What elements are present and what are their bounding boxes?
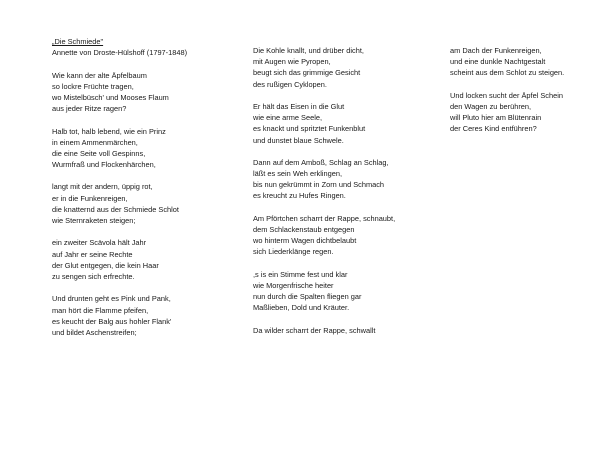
column-body: [253, 45, 433, 336]
verse-line: er in die Funkenreigen,: [52, 193, 128, 203]
verse-line: Halb tot, halb lebend, wie ein Prinz: [52, 126, 166, 136]
verse-line: Und drunten geht es Pink und Pank,: [52, 294, 171, 304]
verse-line: wo hinterm Wagen dichtbelaubt: [253, 236, 357, 246]
poem-column-3: [450, 45, 590, 146]
poem-author: Annette von Droste-Hülshoff (1797-1848): [52, 48, 188, 58]
verse-line: läßt es sein Weh erklingen,: [253, 169, 343, 179]
verse-line: es kreucht zu Hufes Ringen.: [253, 191, 346, 201]
verse-line: sich Liederklänge regen.: [253, 247, 334, 257]
column-body: [52, 70, 232, 339]
verse-line: der Ceres Kind entführen?: [450, 124, 537, 134]
stanza: [52, 70, 232, 115]
verse-line: die eine Seite voll Gespinns,: [52, 148, 146, 158]
verse-line: nun durch die Spalten fliegen gar: [253, 292, 362, 302]
verse-line: mit Augen wie Pyropen,: [253, 57, 331, 67]
verse-line: und bildet Aschenstreifen;: [52, 327, 137, 337]
verse-line: Maßlieben, Dold und Kräuter.: [253, 303, 350, 313]
verse-line: man hört die Flamme pfeifen,: [52, 305, 149, 315]
stanza: [253, 157, 433, 202]
verse-line: dem Schlackenstaub entgegen: [253, 225, 355, 234]
verse-line: ein zweiter Scävola hält Jahr: [52, 238, 147, 248]
verse-line: Er hält das Eisen in die Glut: [253, 101, 345, 111]
verse-line: will Pluto hier am Blütenrain: [450, 113, 542, 123]
verse-line: am Dach der Funkenreigen,: [450, 46, 542, 55]
verse-line: es keucht der Balg aus hohler Flank': [52, 316, 172, 326]
column-body: [450, 45, 590, 135]
verse-line: wie Sternraketen steigen;: [52, 216, 136, 225]
stanza: [450, 90, 590, 135]
verse-line: des rußigen Cyklopen.: [253, 79, 327, 89]
verse-line: Und locken sucht der Äpfel Schein: [450, 90, 563, 100]
verse-line: wie Morgenfrische heiter: [253, 280, 334, 290]
verse-line: es knackt und spritztet Funkenblut: [253, 124, 366, 134]
stanza: [450, 45, 590, 79]
stanza: [52, 181, 232, 226]
verse-line: Wie kann der alte Äpfelbaum: [52, 70, 147, 80]
verse-line: und dunstet blaue Schwele.: [253, 135, 344, 145]
poem-column-2: [253, 45, 433, 347]
verse-line: auf Jahr er seine Rechte: [52, 249, 133, 259]
verse-line: in einem Ammenmärchen,: [52, 137, 138, 147]
verse-line: scheint aus dem Schlot zu steigen.: [450, 68, 565, 78]
verse-line: langt mit der andern, üppig rot,: [52, 182, 153, 192]
verse-line: zu sengen sich erfrechte.: [52, 271, 135, 281]
stanza: [52, 237, 232, 282]
stanza: [52, 126, 232, 171]
stanza: [253, 213, 433, 258]
stanza: [253, 101, 433, 146]
verse-line: der Glut entgegen, die kein Haar: [52, 260, 159, 270]
poem-title: „Die Schmiede": [52, 37, 104, 46]
verse-line: bis nun gekrümmt in Zorn und Schmach: [253, 180, 385, 190]
verse-line: den Wagen zu berühren,: [450, 101, 532, 111]
verse-line: die knatternd aus der Schmiede Schlot: [52, 204, 179, 214]
verse-line: Da wilder scharrt der Rappe, schwallt: [253, 325, 376, 335]
verse-line: ,s is ein Stimme fest und klar: [253, 269, 348, 279]
verse-line: Wurmfraß und Flockenhärchen,: [52, 160, 156, 170]
stanza: [253, 325, 433, 336]
verse-line: Am Pförtchen scharrt der Rappe, schnaubt,: [253, 213, 396, 223]
verse-line: aus jeder Ritze ragen?: [52, 104, 127, 114]
verse-line: beugt sich das grimmige Gesicht: [253, 68, 361, 78]
verse-line: Dann auf dem Amboß, Schlag an Schlag,: [253, 157, 389, 167]
verse-line: so lockre Früchte tragen,: [52, 81, 134, 91]
verse-line: wie eine arme Seele,: [253, 113, 323, 123]
stanza: [253, 269, 433, 314]
verse-line: und eine dunkle Nachtgestalt: [450, 57, 546, 67]
verse-line: Die Kohle knallt, und drüber dicht,: [253, 46, 364, 55]
stanza: [253, 45, 433, 90]
poem-column-1: [52, 36, 232, 349]
verse-line: wo Mistelbüsch' und Mooses Flaum: [52, 92, 169, 102]
stanza: [52, 293, 232, 338]
